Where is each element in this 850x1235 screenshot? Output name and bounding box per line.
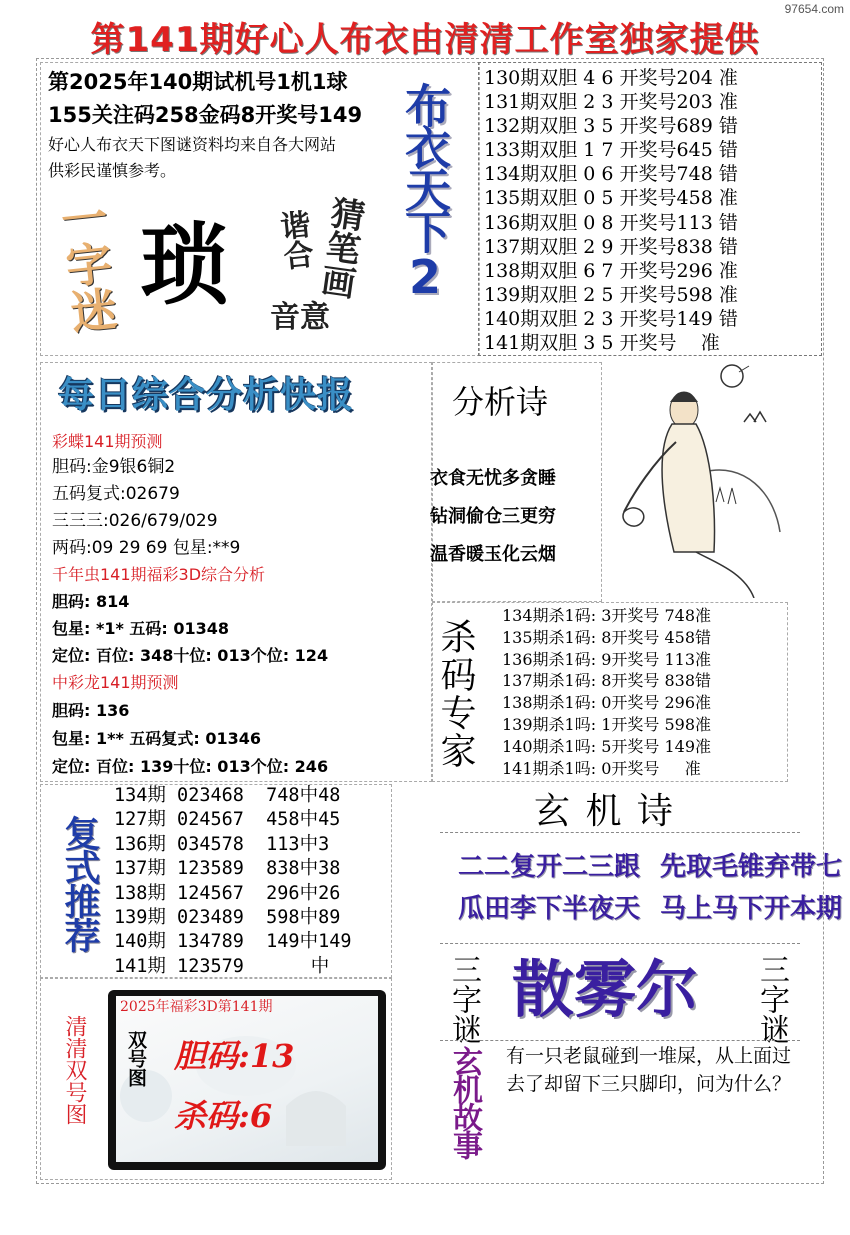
analysis-s1-line: 三三三:026/679/029: [52, 511, 218, 531]
xuanji-line: 瓜田李下半夜天: [458, 894, 641, 924]
analysis-s3-line: 包星: 1** 五码复式: 01346: [52, 729, 262, 748]
analysis-s2-line: 包星: *1* 五码: 01348: [52, 619, 230, 638]
riddle-hint-right: 猜笔画: [313, 193, 367, 301]
fushi-row: 127期 024567 458中45: [114, 809, 341, 831]
kill-row: 141期杀1吗: 0开奖号 准: [502, 758, 701, 778]
history-row: 135期双胆 0 5 开奖号458 准: [484, 187, 738, 210]
kill-row: 134期杀1码: 3开奖号 748准: [502, 606, 712, 625]
history-row: 138期双胆 6 7 开奖号296 准: [484, 259, 738, 282]
analysis-s1-title: 彩蝶141期预测: [52, 432, 163, 451]
analysis-s2-title: 千年虫141期福彩3D综合分析: [52, 565, 266, 584]
header-line-4: 供彩民谨慎参考。: [48, 161, 177, 180]
analysis-s2-line: 定位: 百位: 348十位: 013个位: 124: [52, 646, 329, 665]
xuanji-line: 先取毛锥弃带七: [660, 852, 843, 882]
history-row: 141期双胆 3 5 开奖号 准: [484, 332, 720, 355]
history-row: 139期双胆 2 5 开奖号598 准: [484, 283, 738, 306]
kill-row: 138期杀1码: 0开奖号 296准: [502, 693, 712, 713]
header-line-2: 155关注码258金码8开奖号149: [48, 103, 363, 127]
fushi-label: 复式推荐: [59, 815, 101, 951]
history-row: 132期双胆 3 5 开奖号689 错: [484, 115, 738, 138]
kill-row: 136期杀1码: 9开奖号 113准: [502, 649, 712, 669]
double-vlabel: 双号图: [125, 1030, 147, 1087]
double-dan: 胆码:13: [174, 1037, 295, 1075]
kill-row: 137期杀1码: 8开奖号 838错: [502, 671, 712, 691]
history-row: 134期双胆 0 6 开奖号748 错: [484, 163, 738, 186]
daily-title: 每日综合分析快报: [58, 375, 355, 416]
kill-row: 140期杀1吗: 5开奖号 149准: [502, 736, 712, 756]
history-row: 131期双胆 2 3 开奖号203 准: [484, 91, 738, 114]
three-riddle-center: 散雾尔: [512, 953, 699, 1026]
double-side-label: 清清双号图: [62, 1015, 87, 1125]
poem-line: 温香暖玉化云烟: [430, 544, 556, 565]
xuanji-line: 马上马下开本期: [660, 894, 843, 924]
analysis-s3-title: 中彩龙141期预测: [52, 673, 179, 692]
page-title: 第141期好心人布衣由清清工作室独家提供: [90, 20, 760, 60]
xuanji-title: 玄 机 诗: [534, 791, 675, 832]
riddle-hint-mid: 谐合: [272, 208, 315, 272]
brand-vertical: 布衣天下2: [398, 82, 452, 300]
history-row: 130期双胆 4 6 开奖号204 准: [484, 67, 738, 89]
history-row: 133期双胆 1 7 开奖号645 错: [484, 139, 738, 162]
three-riddle-right: 三字谜: [754, 954, 789, 1044]
fushi-row: 141期 123579 中: [114, 955, 330, 977]
xuanji-line: 二二复开二三跟: [458, 852, 641, 882]
history-row: 140期双胆 2 3 开奖号149 错: [484, 307, 738, 330]
three-riddle-left: 三字谜: [446, 954, 481, 1044]
poem-line: 衣食无忧多贪睡: [430, 468, 556, 489]
analysis-s3-line: 胆码: 136: [52, 701, 130, 720]
riddle-hint-bottom: 音意: [270, 300, 330, 335]
fushi-row: 138期 124567 296中26: [114, 882, 341, 904]
analysis-s1-line: 五码复式:02679: [52, 484, 180, 504]
header-line-3: 好心人布衣天下图谜资料均来自各大网站: [48, 135, 337, 154]
riddle-side-label: 一字迷: [51, 192, 121, 336]
double-sha: 杀码:6: [174, 1097, 273, 1135]
analysis-s3-line: 定位: 百位: 139十位: 013个位: 246: [52, 757, 329, 776]
story-text: 有一只老鼠碰到一堆屎，从上面过去了却留下三只脚印，问为什么？: [506, 1045, 792, 1095]
fushi-row: 136期 034578 113中3: [114, 833, 330, 855]
poem-title: 分析诗: [452, 383, 549, 421]
fushi-row: 139期 023489 598中89: [114, 906, 341, 928]
fushi-row: 134期 023468 748中48: [114, 785, 341, 806]
history-row: 136期双胆 0 8 开奖号113 错: [484, 211, 738, 234]
kill-row: 135期杀1码: 8开奖号 458错: [502, 627, 712, 647]
kill-row: 139期杀1吗: 1开奖号 598准: [502, 714, 712, 734]
fushi-row: 140期 134789 149中149: [114, 931, 352, 953]
header-line-1: 第2025年140期试机号1机1球: [48, 70, 348, 94]
page-frame: [36, 58, 824, 1184]
fushi-row: 137期 123589 838中38: [114, 858, 341, 880]
analysis-s1-line: 两码:09 29 69 包星:**9: [52, 538, 241, 558]
history-row: 137期双胆 2 9 开奖号838 错: [484, 235, 738, 258]
poem-line: 钻洞偷仓三更穷: [430, 506, 556, 527]
story-label: 玄机故事: [447, 1046, 482, 1158]
analysis-s2-line: 胆码: 814: [52, 592, 130, 611]
site-watermark: 97654.com: [784, 2, 844, 16]
double-header: 2025年福彩3D第141期: [120, 999, 273, 1015]
riddle-big-char: 琐: [140, 213, 229, 317]
analysis-s1-line: 胆码:金9银6铜2: [52, 457, 176, 477]
kill-label: 杀码专家: [435, 618, 476, 770]
